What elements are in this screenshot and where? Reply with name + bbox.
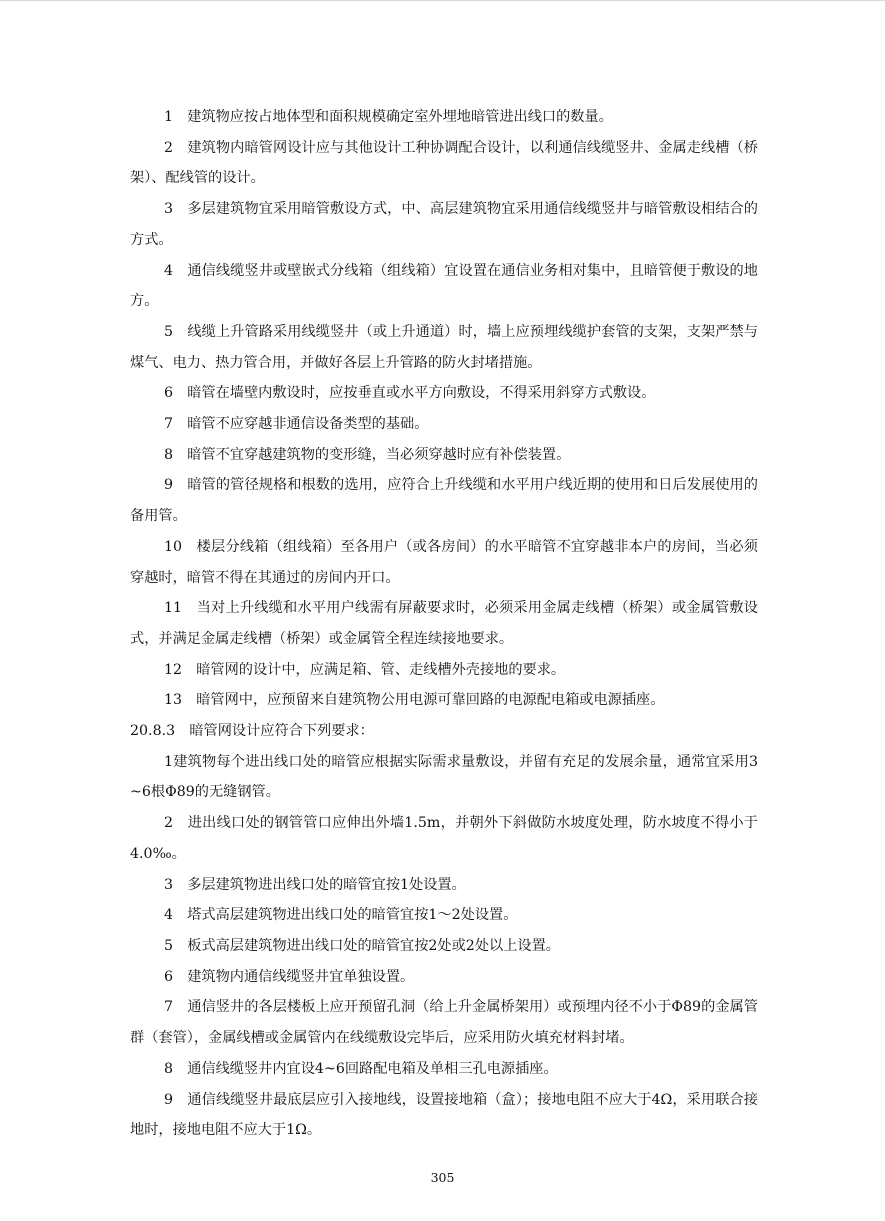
paragraph: 2 建筑物内暗管网设计应与其他设计工种协调配合设计，以利通信线缆竖井、金属走线槽（桥架）、配线管的设计。 bbox=[130, 139, 758, 187]
sub-paragraph: 3 多层建筑物进出线口处的暗管宜按1处设置。 bbox=[164, 876, 466, 893]
paragraph: 3 多层建筑物宜采用暗管敷设方式，中、高层建筑物宜采用通信线缆竖井与暗管敷设相结合的方式。 bbox=[130, 201, 758, 248]
paragraph: 5 线缆上升管路采用线缆竖井（或上升通道）时，墙上应预埋线缆护套管的支架，支架严禁与煤气、电力、热力管合用，并做好各层上升管路的防火封堵措施。 bbox=[130, 323, 758, 371]
paragraph: 1 建筑物应按占地体型和面积规模确定室外埋地暗管进出线口的数量。 bbox=[164, 109, 613, 125]
body-text bbox=[130, 102, 758, 1146]
sub-paragraph: 4 塔式高层建筑物进出线口处的暗管宜按1～2处设置。 bbox=[164, 907, 518, 924]
sub-paragraph: 2 进出线口处的钢管管口应伸出外墙1.5m，并朝外下斜做防水坡度处理，防水坡度不得小于4.0‰。 bbox=[130, 815, 758, 862]
sub-paragraph: 7 通信竖井的各层楼板上应开预留孔洞（给上升金属桥架用）或预埋内径不小于Φ89的金属管群（套管），金属线槽或金属管内在线缆敷设完毕后，应采用防火填充材料封堵。 bbox=[130, 999, 758, 1047]
paragraph: 6 暗管在墙壁内敷设时，应按垂直或水平方向敷设，不得采用斜穿方式敷设。 bbox=[164, 385, 656, 402]
clause-heading: 20.8.3 暗管网设计应符合下列要求： bbox=[130, 723, 374, 740]
paragraph: 8 暗管不宜穿越建筑物的变形缝，当必须穿越时应有补偿装置。 bbox=[164, 446, 571, 463]
paragraph: 12 暗管网的设计中，应满足箱、管、走线槽外壳接地的要求。 bbox=[164, 661, 566, 678]
paragraph: 9 暗管的管径规格和根数的选用，应符合上升线缆和水平用户线近期的使用和日后发展使用的备用管。 bbox=[130, 477, 758, 525]
sub-paragraph: 1建筑物每个进出线口处的暗管应根据实际需求量敷设，并留有充足的发展余量，通常宜采用3~6根Φ89的无缝钢管。 bbox=[130, 753, 758, 801]
sub-paragraph: 6 建筑物内通信线缆竖井宜单独设置。 bbox=[164, 968, 415, 985]
sub-paragraph: 5 板式高层建筑物进出线口处的暗管宜按2处或2处以上设置。 bbox=[164, 937, 560, 954]
sub-paragraph: 8 通信线缆竖井内宜设4~6回路配电箱及单相三孔电源插座。 bbox=[164, 1060, 558, 1077]
sub-paragraph: 9 通信线缆竖井最底层应引入接地线，设置接地箱（盒）；接地电阻不应大于4Ω，采用联合接地时，接地电阻不应大于1Ω。 bbox=[130, 1091, 758, 1139]
paragraph: 13 暗管网中，应预留来自建筑物公用电源可靠回路的电源配电箱或电源插座。 bbox=[164, 692, 665, 709]
paragraph: 11 当对上升线缆和水平用户线需有屏蔽要求时，必须采用金属走线槽（桥架）或金属管敷设式，并满足金属走线槽（桥架）或金属管全程连续接地要求。 bbox=[130, 600, 758, 647]
paragraph: 4 通信线缆竖井或壁嵌式分线箱（组线箱）宜设置在通信业务相对集中，且暗管便于敷设的地方。 bbox=[130, 262, 758, 310]
page-number: 305 bbox=[430, 1170, 455, 1185]
paragraph: 10 楼层分线箱（组线箱）至各用户（或各房间）的水平暗管不宜穿越非本户的房间，当必须穿越时，暗管不得在其通过的房间内开口。 bbox=[130, 538, 758, 586]
paragraph: 7 暗管不应穿越非通信设备类型的基础。 bbox=[164, 416, 429, 433]
